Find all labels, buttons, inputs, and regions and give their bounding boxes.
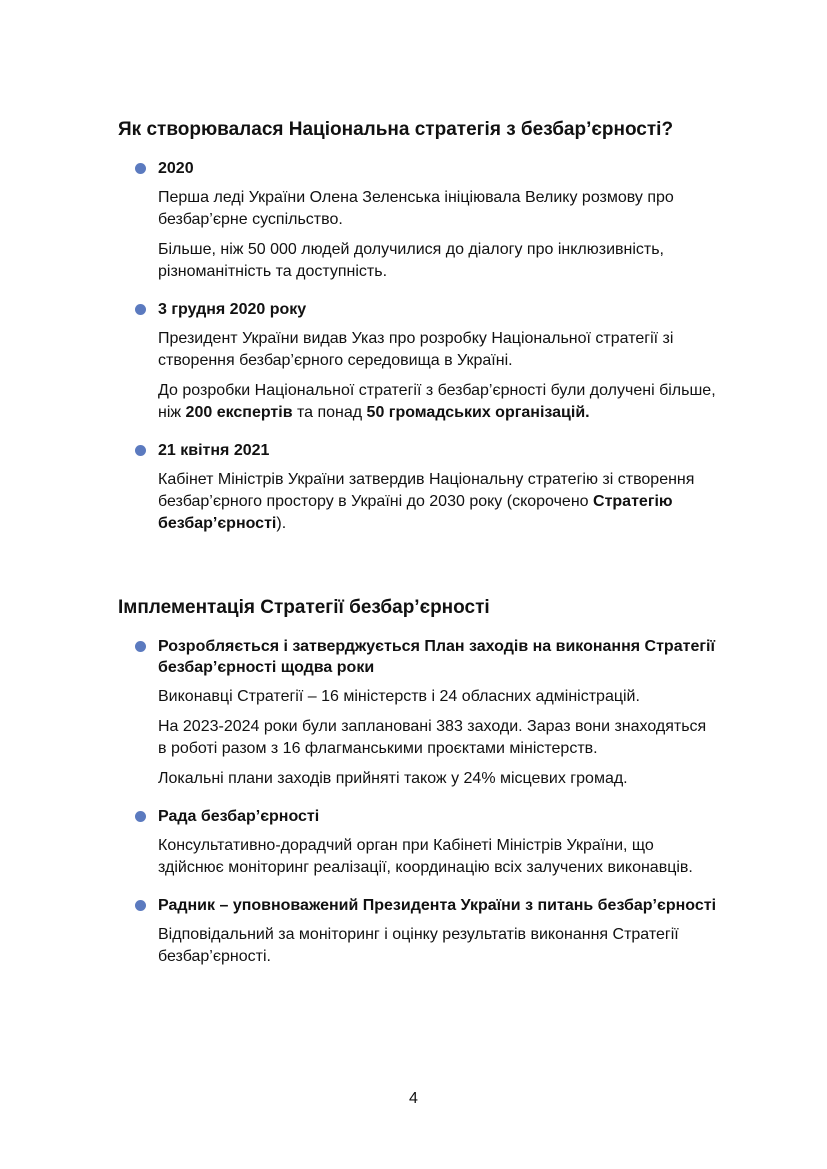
section-title: Як створювалася Національна стратегія з безбар’єрності? — [118, 119, 674, 140]
page-number: 4 — [409, 1090, 418, 1107]
emphasis-text: 50 громадських організацій. — [366, 404, 590, 421]
item-paragraph: Виконавці Стратегії – 16 міністерств і 24 обласних адміністрацій. — [158, 688, 640, 705]
item-paragraph: До розробки Національної стратегії з безбар’єрності були долучені більше, ніж 200 експертів та понад 50 громадських організацій. — [158, 382, 716, 421]
item-paragraph: Більше, ніж 50 000 людей долучилися до діалогу про інклюзивність, різноманітність та доступність. — [158, 241, 664, 280]
item-paragraph: Президент України видав Указ про розробку Національної стратегії зі створення безбар’єрного середовища в Україні. — [158, 330, 674, 369]
item-title: 2020 — [158, 160, 194, 177]
bullet-dot-icon — [135, 163, 146, 174]
bullet-dot-icon — [135, 900, 146, 911]
bullet-dot-icon — [135, 445, 146, 456]
item-title: Радник – уповноважений Президента України з питань безбар’єрності — [158, 897, 717, 914]
item-paragraph: Перша леді України Олена Зеленська ініціювала Велику розмову про безбар’єрне суспільство. — [158, 189, 674, 228]
section-title: Імплементація Стратегії безбар’єрності — [118, 597, 490, 618]
item-title: 3 грудня 2020 року — [158, 301, 307, 318]
item-paragraph: Консультативно-дорадчий орган при Кабінеті Міністрів України, що здійснює моніторинг реалізації, координацію всіх залучених виконавців. — [158, 837, 693, 876]
list-item-april-2021 — [118, 440, 718, 535]
emphasis-text: Стратегію безбар’єрності — [158, 493, 673, 532]
section-implementation — [118, 596, 718, 968]
emphasis-text: 200 експертів — [185, 404, 293, 421]
list-item-council — [118, 806, 718, 879]
section-creation-history — [118, 118, 718, 535]
list-item-action-plan — [118, 636, 718, 790]
item-title: 21 квітня 2021 — [158, 442, 270, 459]
bullet-dot-icon — [135, 641, 146, 652]
item-paragraph: На 2023-2024 роки були заплановані 383 заходи. Зараз вони знаходяться в роботі разом з 16 флагманськими проєктами міністерств. — [158, 718, 707, 757]
bullet-dot-icon — [135, 304, 146, 315]
list-item-advisor — [118, 895, 718, 968]
item-title: Рада безбар’єрності — [158, 808, 320, 825]
item-paragraph: Локальні плани заходів прийняті також у 24% місцевих громад. — [158, 770, 628, 787]
item-paragraph: Кабінет Міністрів України затвердив Національну стратегію зі створення безбар’єрного простору в Україні до 2030 року (скорочено Стратегію безбар’єрності). — [158, 471, 695, 532]
list-item-december-2020 — [118, 299, 718, 424]
list-item-2020 — [118, 158, 718, 283]
item-title: Розробляється і затверджується План заходів на виконання Стратегії безбар’єрності щодва роки — [158, 638, 715, 676]
bullet-dot-icon — [135, 811, 146, 822]
item-paragraph: Відповідальний за моніторинг і оцінку результатів виконання Стратегії безбар’єрності. — [158, 926, 679, 965]
